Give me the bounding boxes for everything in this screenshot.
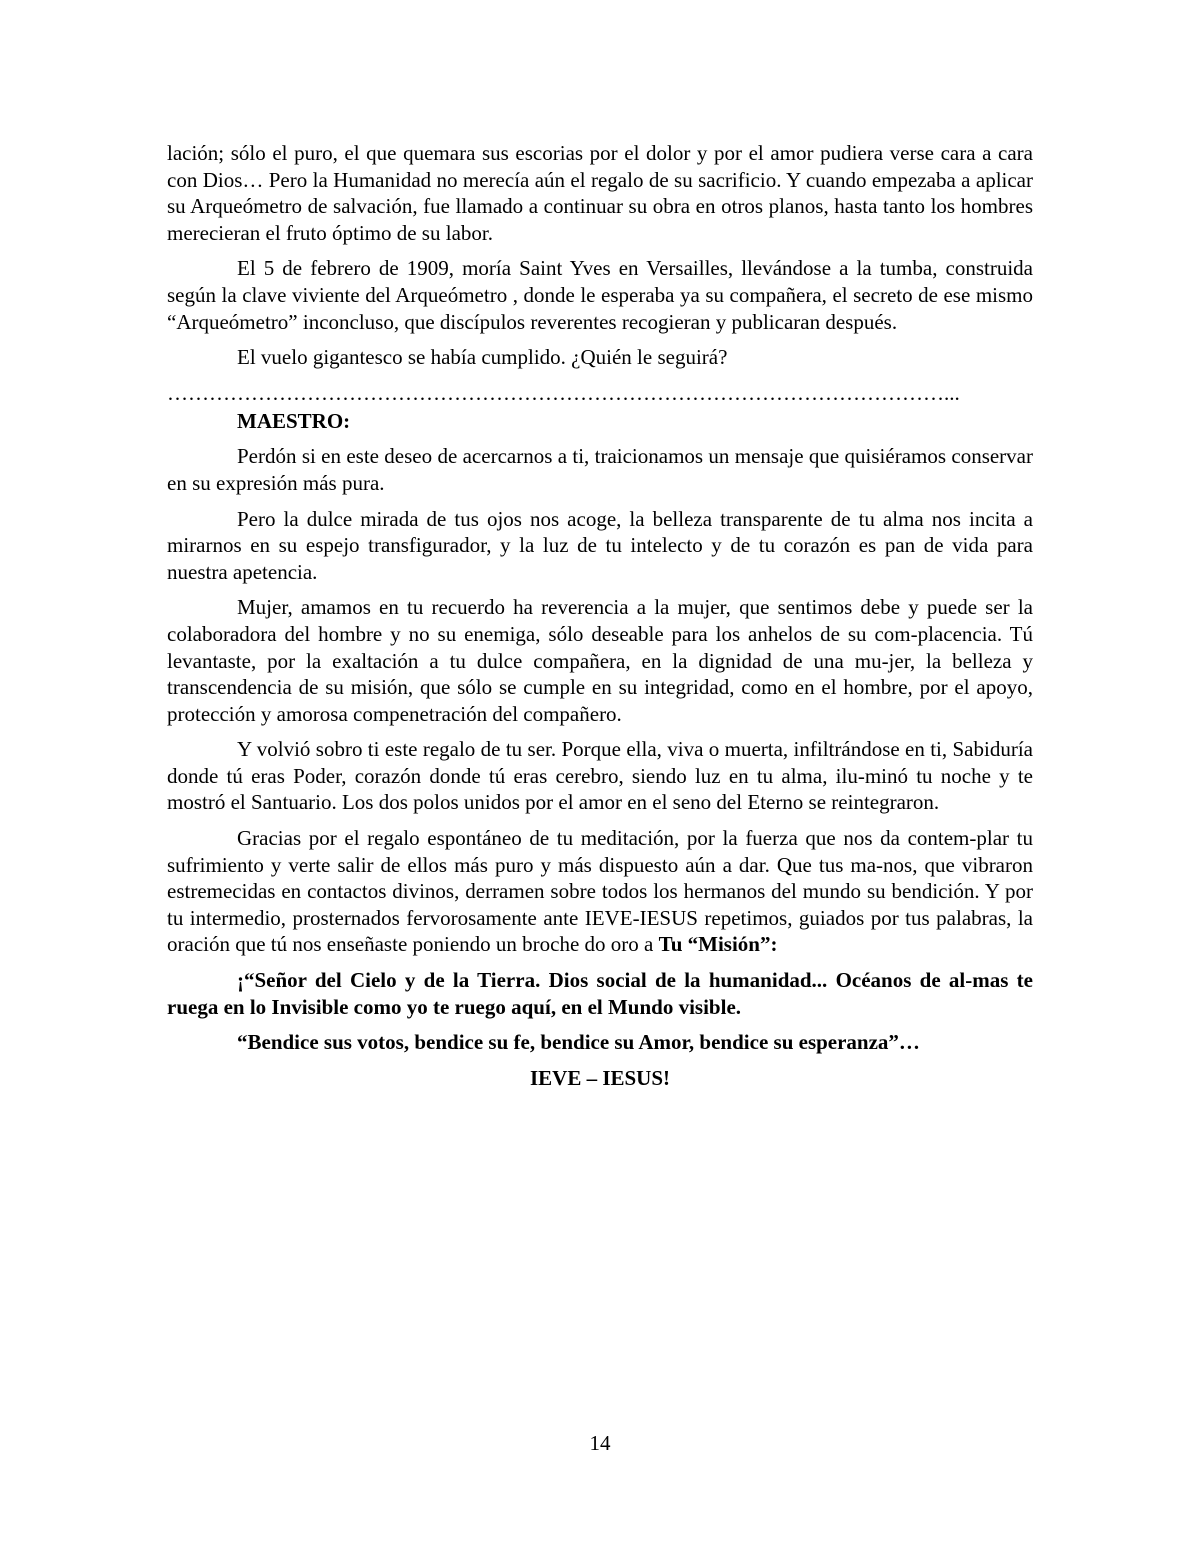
paragraph: Y volvió sobro ti este regalo de tu ser. Porque ella, viva o muerta, infiltrándose en ti, Sabiduría donde tú eras Poder, corazón donde tú eras cerebro, siendo luz en tu alma, ilu-minó tu noche y te mostró el Santuario. Los dos polos unidos por el amor en el seno del Eterno se reintegraron. <box>167 737 1033 815</box>
page-number: 14 <box>589 1431 611 1455</box>
page-body <box>167 140 1033 1091</box>
section-heading: MAESTRO: <box>237 408 351 433</box>
paragraph: El vuelo gigantesco se había cumplido. ¿Quién le seguirá? <box>237 345 728 370</box>
paragraph-text: Gracias por el regalo espontáneo de tu meditación, por la fuerza que nos da contem-plar tu sufrimiento y verte salir de ellos más puro y más dispuesto aún a dar. Que tus ma-nos, que vibraron estremecidas en contactos divinos, derramen sobre todos los hermanos del mundo su bendición. Y por tu intermedio, prosternados fervorosamente ante IEVE-IESUS repetimos, guiados por tus palabras, la oración que tú nos enseñaste poniendo un broche do oro a <box>167 826 1033 957</box>
paragraph: El 5 de febrero de 1909, moría Saint Yves en Versailles, llevándose a la tumba, construida según la clave viviente del Arqueómetro , donde le esperaba ya su compañera, el secreto de ese mismo “Arqueómetro” inconcluso, que discípulos reverentes recogieran y publicaran después. <box>167 256 1033 334</box>
prayer-text: ¡“Señor del Cielo y de la Tierra. Dios social de la humanidad... Océanos de al-mas te ruega en lo Invisible como yo te ruego aquí, en el Mundo visible. <box>167 968 1033 1019</box>
paragraph-bold-tail: Tu “Misión”: <box>658 932 778 957</box>
paragraph: Mujer, amamos en tu recuerdo ha reverencia a la mujer, que sentimos debe y puede ser la colaboradora del hombre y no su enemiga, sólo deseable para los anhelos de su com-placencia. Tú levantaste, por la exaltación a tu dulce compañera, en la dignidad de una mu-jer, la belleza y transcendencia de su misión, que sólo se cumple en su integridad, como en el hombre, por el apoyo, protección y amorosa compenetración del compañero. <box>167 595 1033 726</box>
paragraph <box>167 825 1033 958</box>
paragraph: lación; sólo el puro, el que quemara sus escorias por el dolor y por el amor pudiera verse cara a cara con Dios… Pero la Humanidad no merecía aún el regalo de su sacrificio. Y cuando empezaba a aplicar su Arqueómetro de salvación, fue llamado a continuar su obra en otros planos, hasta tanto los hombres merecieran el fruto óptimo de su labor. <box>167 141 1033 245</box>
prayer-text: “Bendice sus votos, bendice su fe, bendice su Amor, bendice su esperanza”… <box>237 1030 920 1055</box>
paragraph: Perdón si en este deseo de acercarnos a ti, traicionamos un mensaje que quisiéramos conservar en su expresión más pura. <box>167 444 1033 495</box>
paragraph: Pero la dulce mirada de tus ojos nos acoge, la belleza transparente de tu alma nos incita a mirarnos en su espejo transfigurador, y la luz de tu intelecto y de tu corazón es pan de vida para nuestra apetencia. <box>167 506 1033 584</box>
prayer-closing: IEVE – IESUS! <box>529 1065 671 1090</box>
dotted-separator: …………………………………………………………………………………………………... <box>167 380 960 405</box>
